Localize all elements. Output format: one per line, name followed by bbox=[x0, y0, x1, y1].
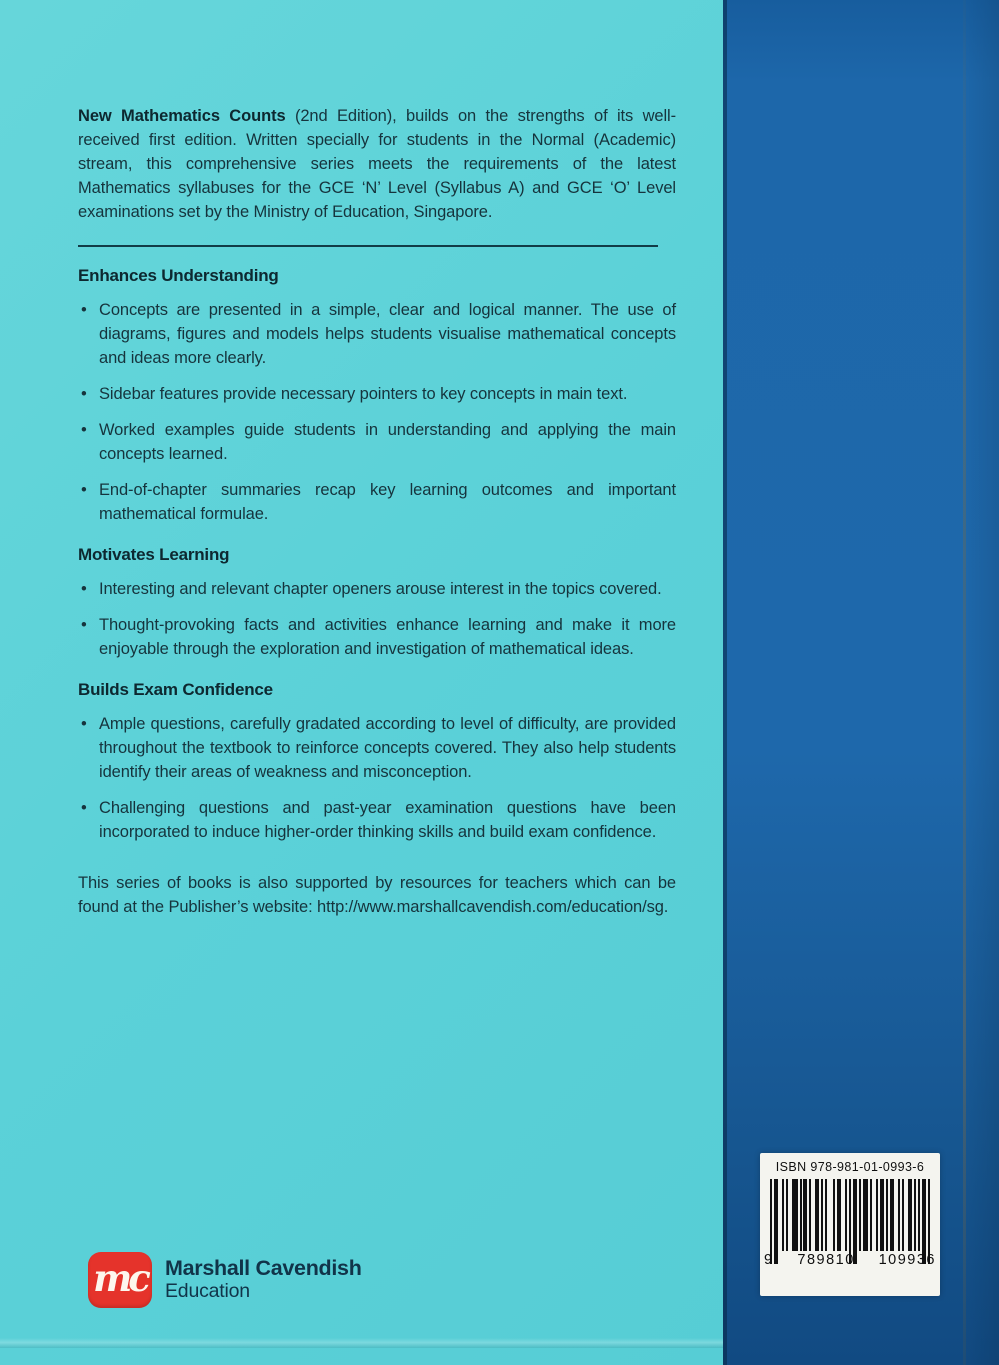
publisher-logo-block bbox=[88, 1252, 362, 1308]
bullet-item: • Sidebar features provide necessary pointers to key concepts in main text. bbox=[78, 382, 676, 406]
bullet-item: • Worked examples guide students in understanding and applying the main concepts learned. bbox=[78, 418, 676, 466]
isbn-label: ISBN 978-981-01-0993-6 bbox=[775, 1160, 925, 1174]
section-heading-builds-exam-confidence: Builds Exam Confidence bbox=[78, 680, 273, 699]
publisher-division: Education bbox=[165, 1280, 250, 1302]
bullet-item: • End-of-chapter summaries recap key learning outcomes and important mathematical formulae. bbox=[78, 478, 676, 526]
barcode-digit-group: 789810 bbox=[797, 1252, 855, 1268]
bullet-item: • Concepts are presented in a simple, clear and logical manner. The use of diagrams, figures and models helps students visualise mathematical concepts and ideas more clearly. bbox=[78, 298, 676, 370]
intro-paragraph bbox=[78, 104, 676, 224]
spine-edge-shadow bbox=[723, 0, 727, 1365]
section-heading-enhances-understanding: Enhances Understanding bbox=[78, 266, 279, 285]
divider-rule bbox=[78, 245, 658, 247]
publisher-names bbox=[165, 1252, 362, 1303]
bullet-item: • Thought-provoking facts and activities enhance learning and make it more enjoyable through the exploration and investigation of mathematical ideas. bbox=[78, 613, 676, 661]
series-title: New Mathematics Counts bbox=[78, 107, 286, 125]
spine-right-shade bbox=[963, 0, 999, 1365]
bullet-item: • Ample questions, carefully gradated according to level of difficulty, are provided throughout the textbook to reinforce concepts covered. They also help students identify their areas of weakness and misconception. bbox=[78, 712, 676, 784]
isbn-barcode-block bbox=[760, 1153, 940, 1296]
publisher-name: Marshall Cavendish bbox=[165, 1256, 362, 1280]
bullet-item: • Challenging questions and past-year examination questions have been incorporated to induce higher-order thinking skills and build exam confidence. bbox=[78, 796, 676, 844]
barcode-digit-group: 109936 bbox=[878, 1252, 936, 1268]
teacher-resources-note: This series of books is also supported by resources for teachers which can be found at the Publisher’s website: http://www.marshallcavendish.com/education/sg. bbox=[78, 874, 676, 916]
barcode-digits bbox=[764, 1252, 936, 1268]
back-cover-text-column bbox=[78, 0, 676, 919]
mc-logo-icon bbox=[88, 1252, 152, 1308]
cover-crease bbox=[0, 1338, 723, 1348]
intro-text: (2nd Edition), builds on the strengths of its well-received first edition. Written specially for students in the Normal (Academic) stream, this comprehensive series meets the requirements of the latest Mathematics syllabuses for the GCE ‘N’ Level (Syllabus A) and GCE ‘O’ Level examinations set by the Ministry of Education, Singapore. bbox=[78, 107, 677, 221]
bullet-list-builds-exam-confidence bbox=[78, 712, 676, 844]
bullet-item: • Interesting and relevant chapter openers arouse interest in the topics covered. bbox=[78, 577, 676, 601]
barcode-digit-group: 9 bbox=[764, 1252, 774, 1268]
bullet-list-motivates-learning bbox=[78, 577, 676, 661]
section-heading-motivates-learning: Motivates Learning bbox=[78, 545, 230, 564]
mc-logo-text: mc bbox=[93, 1256, 147, 1300]
bullet-list-enhances-understanding bbox=[78, 298, 676, 526]
